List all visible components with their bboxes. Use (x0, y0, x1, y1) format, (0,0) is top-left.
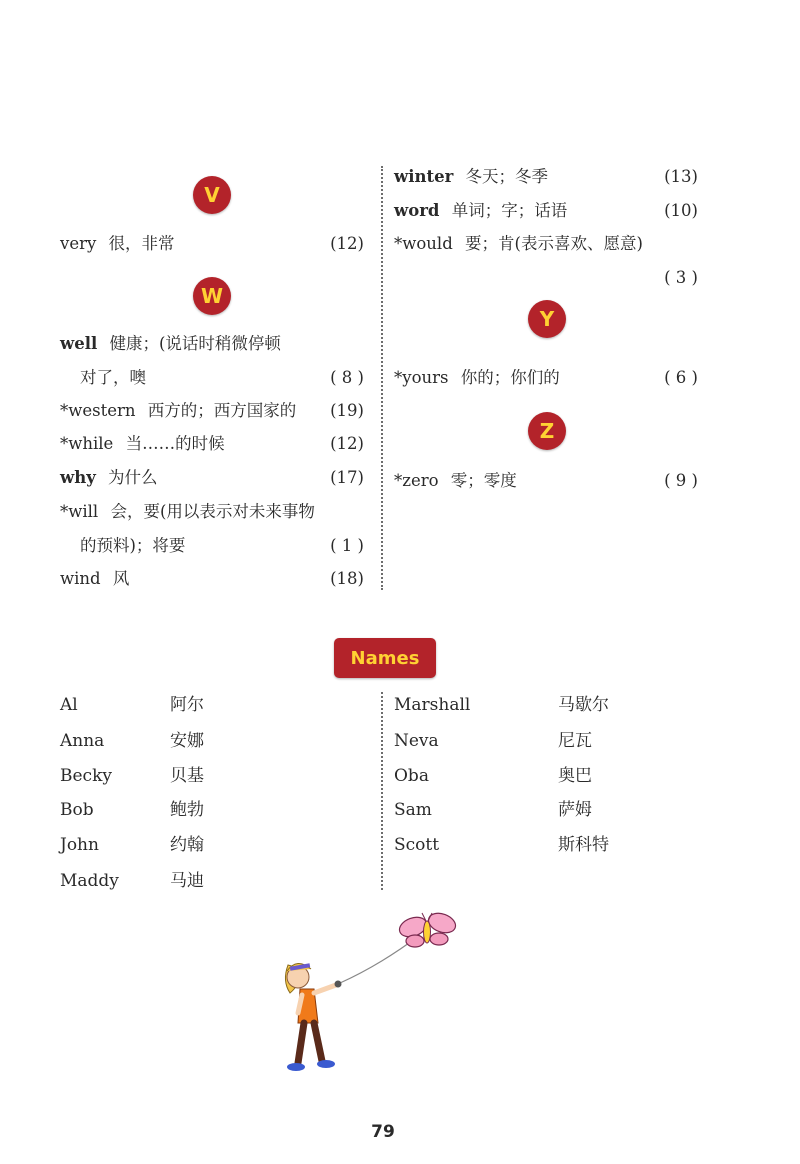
entry-meaning: 很，非常 (108, 234, 175, 253)
letter-badge-w: W (193, 277, 231, 315)
name-en: Oba (394, 766, 429, 786)
name-en: Becky (60, 766, 112, 786)
name-en: Sam (394, 800, 432, 820)
name-row (60, 797, 360, 823)
entry-while (60, 432, 364, 456)
entry-would (394, 232, 698, 256)
entry-unit: (12) (330, 234, 364, 253)
entry-meaning: 单词；字；话语 (451, 201, 568, 220)
entry-word: very (60, 234, 97, 253)
name-row (60, 728, 360, 754)
name-row (394, 763, 694, 789)
name-row (60, 763, 360, 789)
entry-would-cont (394, 266, 698, 290)
column-divider-top (381, 166, 383, 590)
entry-unit: (17) (330, 468, 364, 487)
name-cn: 阿尔 (170, 695, 204, 715)
name-row (60, 832, 360, 858)
entry-unit: ( 8 ) (330, 368, 364, 387)
entry-word: *zero (394, 471, 439, 490)
letter-badge-y: Y (528, 300, 566, 338)
entry-winter (394, 165, 698, 189)
entry-unit: ( 6 ) (664, 368, 698, 387)
entry-meaning: 当……的时候 (125, 434, 225, 453)
entry-word-noun (394, 199, 698, 223)
entry-word: well (60, 334, 98, 353)
entry-meaning: 要；肯(表示喜欢、愿意) (465, 234, 643, 253)
name-en: Al (60, 695, 78, 715)
name-cn: 奥巴 (558, 766, 592, 786)
entry-word: *yours (394, 368, 449, 387)
letter-badge-z: Z (528, 412, 566, 450)
name-cn: 尼瓦 (558, 731, 592, 751)
entry-unit: (19) (330, 401, 364, 420)
name-cn: 马迪 (170, 871, 204, 891)
entry-western (60, 399, 364, 423)
entry-meaning: 西方的；西方国家的 (147, 401, 297, 420)
name-cn: 鲍勃 (170, 800, 204, 820)
entry-meaning: 为什么 (108, 468, 158, 487)
name-en: Bob (60, 800, 94, 820)
entry-why (60, 466, 364, 490)
name-cn: 安娜 (170, 731, 204, 751)
entry-word: *western (60, 401, 136, 420)
name-row (394, 692, 694, 718)
entry-unit: ( 9 ) (664, 471, 698, 490)
names-heading: Names (334, 638, 436, 678)
name-row (394, 832, 694, 858)
name-cn: 萨姆 (558, 800, 592, 820)
name-en: John (60, 835, 99, 855)
entry-word: wind (60, 569, 101, 588)
entry-meaning: 的预料)；将要 (80, 536, 186, 555)
entry-meaning: 健康；(说话时稍微停顿 (109, 334, 281, 353)
name-row (60, 692, 360, 718)
entry-meaning: 冬天；冬季 (465, 167, 549, 186)
entry-unit: (13) (664, 167, 698, 186)
entry-well-cont (80, 366, 364, 390)
entry-word: winter (394, 167, 454, 186)
name-en: Anna (60, 731, 105, 751)
name-row (394, 728, 694, 754)
name-row (60, 868, 360, 894)
entry-yours (394, 366, 698, 390)
entry-wind (60, 567, 364, 591)
entry-meaning: 零；零度 (450, 471, 517, 490)
entry-well (60, 332, 364, 356)
name-en: Maddy (60, 871, 119, 891)
entry-will (60, 500, 364, 524)
entry-meaning: 风 (112, 569, 130, 588)
girl-icon (285, 963, 341, 1071)
letter-badge-v: V (193, 176, 231, 214)
entry-unit: ( 3 ) (664, 268, 698, 287)
name-cn: 贝基 (170, 766, 204, 786)
entry-zero (394, 469, 698, 493)
entry-word: why (60, 468, 96, 487)
name-en: Marshall (394, 695, 471, 715)
entry-unit: ( 1 ) (330, 536, 364, 555)
entry-word: *while (60, 434, 114, 453)
entry-unit: (12) (330, 434, 364, 453)
entry-word: *will (60, 502, 99, 521)
name-en: Scott (394, 835, 440, 855)
column-divider-names (381, 692, 383, 890)
entry-will-cont (80, 534, 364, 558)
entry-meaning: 会，要(用以表示对未来事物 (110, 502, 315, 521)
name-cn: 马歇尔 (558, 695, 609, 715)
page-number: 79 (371, 1122, 395, 1142)
entry-meaning: 你的；你们的 (460, 368, 560, 387)
name-row (394, 797, 694, 823)
entry-meaning: 对了，噢 (80, 368, 146, 387)
butterfly-kite-icon (397, 910, 458, 947)
name-cn: 约翰 (170, 835, 204, 855)
girl-flying-kite-icon (270, 905, 470, 1095)
name-cn: 斯科特 (558, 835, 609, 855)
entry-unit: (10) (664, 201, 698, 220)
entry-very (60, 232, 364, 256)
entry-word: *would (394, 234, 453, 253)
entry-word: word (394, 201, 440, 220)
entry-unit: (18) (330, 569, 364, 588)
name-en: Neva (394, 731, 439, 751)
